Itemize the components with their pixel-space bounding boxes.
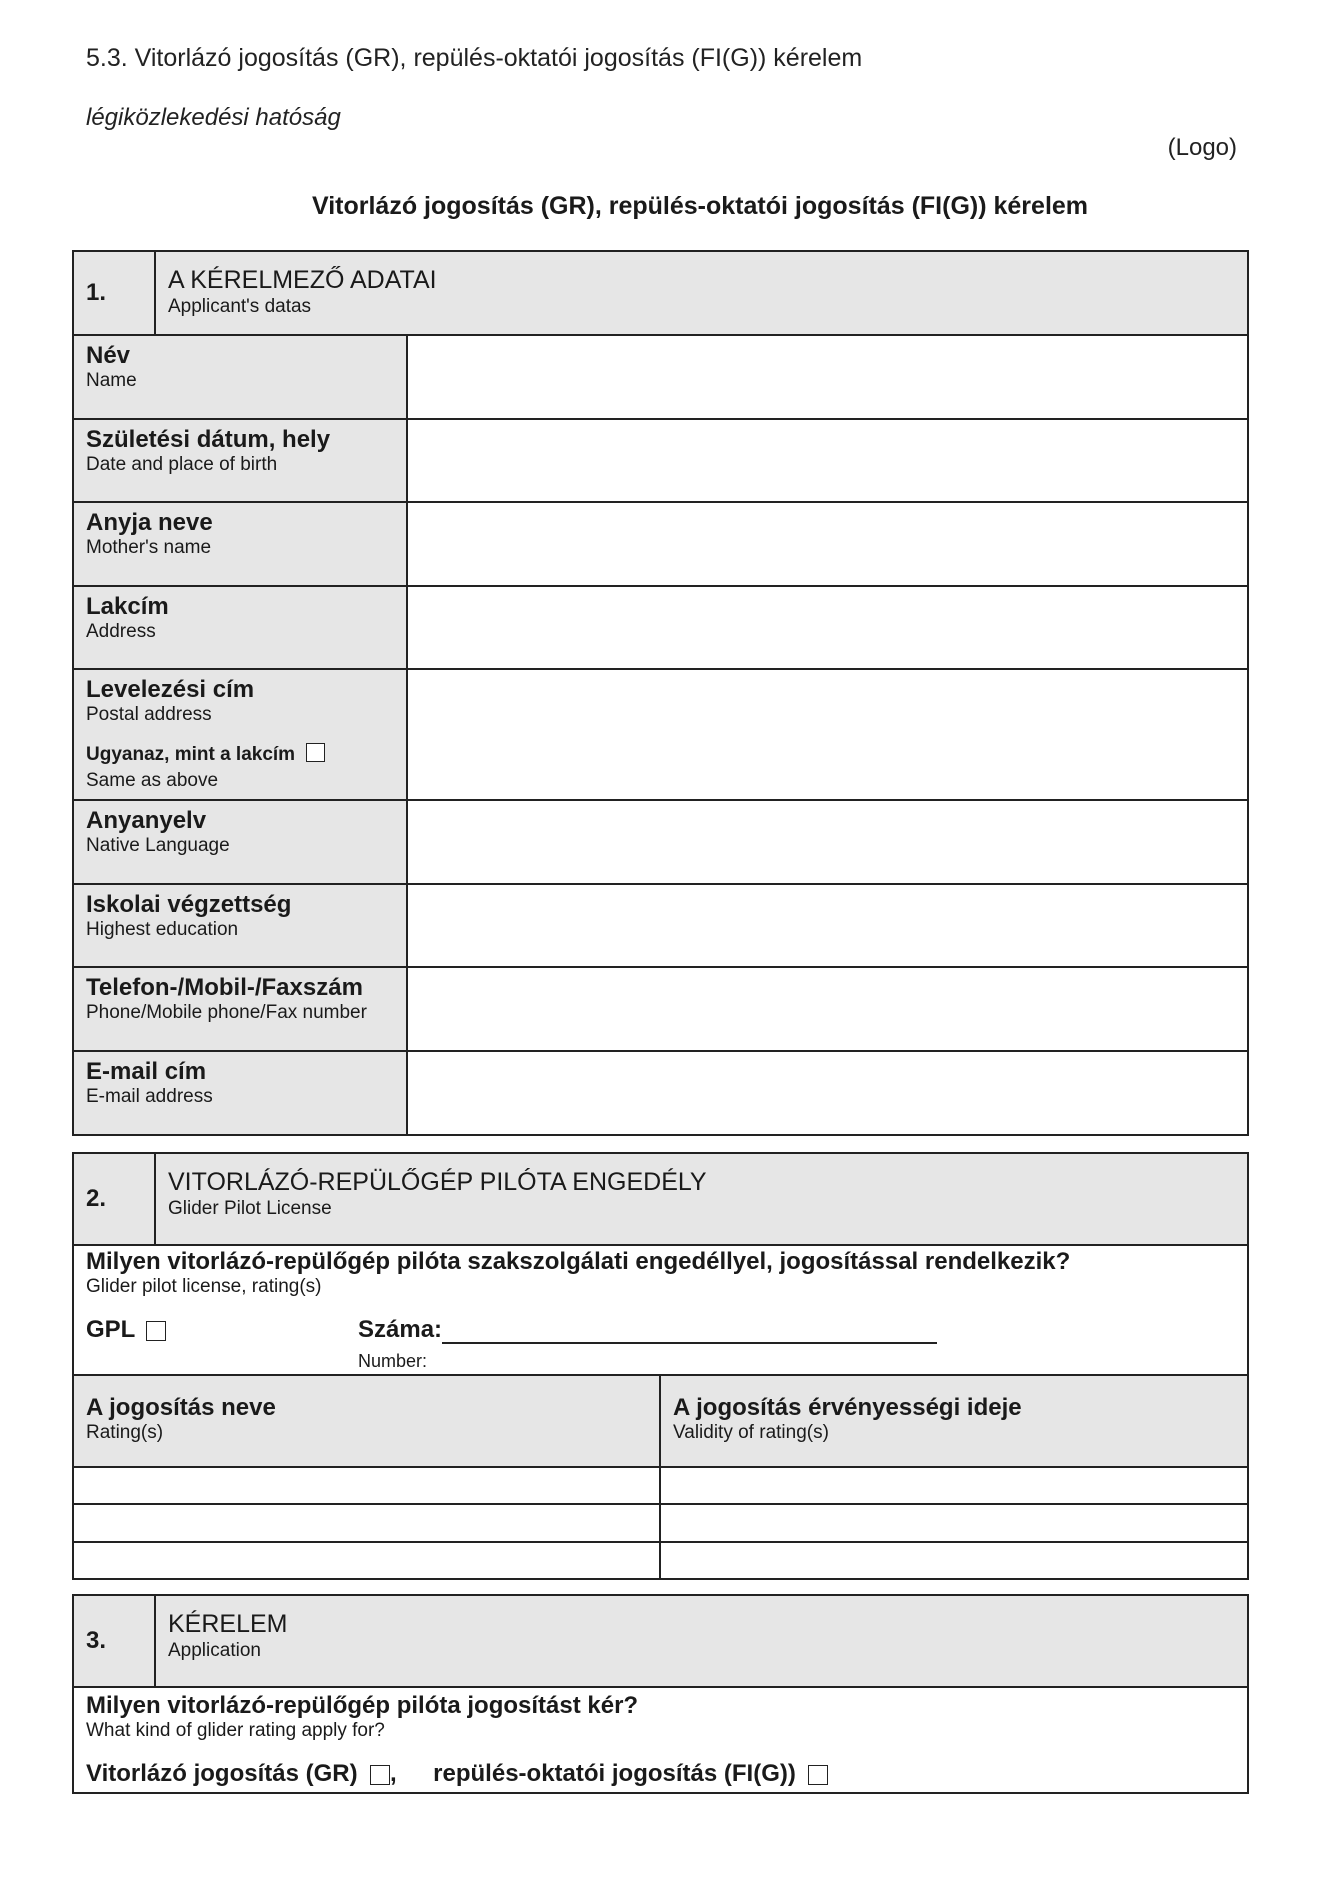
same-as-above-row: [86, 744, 394, 766]
gpl-checkbox[interactable]: [146, 1321, 166, 1341]
section-3-title: KÉRELEM: [168, 1610, 288, 1638]
gpl-label: GPL: [86, 1316, 136, 1343]
section-2-table: [72, 1152, 1249, 1580]
logo-placeholder: (Logo): [1167, 134, 1237, 161]
same-as-above-checkbox[interactable]: [306, 743, 325, 762]
license-number-label-hu: Száma:: [358, 1316, 443, 1343]
address-label-hu: Lakcím: [86, 593, 169, 620]
license-question-en: Glider pilot license, rating(s): [86, 1276, 322, 1297]
license-question-cell: [73, 1245, 1248, 1375]
section-1-table: [72, 250, 1249, 1136]
native-language-label: [73, 800, 407, 884]
section-3-table: [72, 1594, 1249, 1794]
application-question-hu: Milyen vitorlázó-repülőgép pilóta jogosítást kér?: [86, 1692, 639, 1719]
license-question-hu: Milyen vitorlázó-repülőgép pilóta szakszolgálati engedéllyel, jogosítással rendelkezik?: [86, 1248, 1071, 1275]
fig-option-checkbox[interactable]: [808, 1765, 828, 1785]
form-code: 5.3. Vitorlázó jogosítás (GR), repülés-oktatói jogosítás (FI(G)) kérelem: [86, 44, 863, 72]
mother-name-label-en: Mother's name: [86, 537, 212, 558]
section-1-subtitle: Applicant's datas: [168, 296, 312, 317]
application-question-en: What kind of glider rating apply for?: [86, 1720, 385, 1741]
postal-address-label-hu: Levelezési cím: [86, 676, 255, 703]
phone-label-hu: Telefon-/Mobil-/Faxszám: [86, 974, 363, 1001]
name-label-en: Name: [86, 370, 137, 391]
education-label: [73, 884, 407, 967]
rating-validity-cell[interactable]: [660, 1542, 1248, 1579]
application-options: [86, 1760, 1235, 1788]
license-number-group: [358, 1316, 937, 1372]
education-label-hu: Iskolai végzettség: [86, 891, 292, 918]
section-3-header: [155, 1595, 1248, 1687]
mother-name-field[interactable]: [407, 502, 1248, 586]
native-language-label-hu: Anyanyelv: [86, 807, 207, 834]
name-field[interactable]: [407, 335, 1248, 419]
rating-validity-header: [660, 1375, 1248, 1467]
rating-validity-cell[interactable]: [660, 1504, 1248, 1542]
mother-name-label: [73, 502, 407, 586]
gpl-option: [86, 1316, 166, 1344]
rating-name-header: [73, 1375, 660, 1467]
rating-name-cell[interactable]: [73, 1542, 660, 1579]
postal-address-label: [73, 669, 407, 800]
section-2-header: [155, 1153, 1248, 1245]
table-row: [73, 1542, 1248, 1579]
rating-validity-header-hu: A jogosítás érvényességi ideje: [673, 1394, 1022, 1421]
table-row: [73, 1504, 1248, 1542]
birth-label-hu: Születési dátum, hely: [86, 426, 331, 453]
mother-name-label-hu: Anyja neve: [86, 509, 213, 536]
authority-name: légiközlekedési hatóság: [86, 104, 341, 131]
name-label-hu: Név: [86, 342, 131, 369]
email-field[interactable]: [407, 1051, 1248, 1135]
license-number-label-en: Number:: [358, 1351, 428, 1371]
address-label: [73, 586, 407, 669]
native-language-label-en: Native Language: [86, 835, 230, 856]
education-field[interactable]: [407, 884, 1248, 967]
email-label: [73, 1051, 407, 1135]
birth-label: [73, 419, 407, 502]
page-title: Vitorlázó jogosítás (GR), repülés-oktatói jogosítás (FI(G)) kérelem: [311, 192, 1089, 220]
education-label-en: Highest education: [86, 919, 239, 940]
email-label-en: E-mail address: [86, 1086, 213, 1107]
birth-label-en: Date and place of birth: [86, 454, 278, 475]
section-2-number: 2.: [73, 1153, 155, 1245]
fig-option-label: repülés-oktatói jogosítás (FI(G)): [433, 1760, 796, 1787]
birth-field[interactable]: [407, 419, 1248, 502]
section-3-subtitle: Application: [168, 1640, 261, 1661]
rating-validity-header-en: Validity of rating(s): [673, 1422, 829, 1443]
option-separator: ,: [390, 1760, 397, 1787]
table-row: [73, 1467, 1248, 1504]
application-question-cell: [73, 1687, 1248, 1793]
section-1-number: 1.: [73, 251, 155, 335]
phone-field[interactable]: [407, 967, 1248, 1051]
phone-label: [73, 967, 407, 1051]
phone-label-en: Phone/Mobile phone/Fax number: [86, 1002, 367, 1023]
rating-name-cell[interactable]: [73, 1467, 660, 1504]
rating-name-header-en: Rating(s): [86, 1422, 164, 1443]
address-label-en: Address: [86, 621, 156, 642]
section-1-header: [155, 251, 1248, 335]
rating-name-header-hu: A jogosítás neve: [86, 1394, 276, 1421]
license-number-field[interactable]: [442, 1318, 937, 1344]
name-label: [73, 335, 407, 419]
section-2-title: VITORLÁZÓ-REPÜLŐGÉP PILÓTA ENGEDÉLY: [168, 1168, 707, 1196]
postal-address-label-en: Postal address: [86, 704, 212, 725]
gr-option-checkbox[interactable]: [370, 1765, 390, 1785]
address-field[interactable]: [407, 586, 1248, 669]
postal-address-field[interactable]: [407, 669, 1248, 800]
rating-name-cell[interactable]: [73, 1504, 660, 1542]
same-as-above-label-hu: Ugyanaz, mint a lakcím: [86, 744, 296, 765]
section-3-number: 3.: [73, 1595, 155, 1687]
rating-validity-cell[interactable]: [660, 1467, 1248, 1504]
native-language-field[interactable]: [407, 800, 1248, 884]
same-as-above-label-en: Same as above: [86, 770, 219, 791]
gr-option-label: Vitorlázó jogosítás (GR): [86, 1760, 358, 1787]
email-label-hu: E-mail cím: [86, 1058, 207, 1085]
section-1-title: A KÉRELMEZŐ ADATAI: [168, 266, 437, 294]
section-2-subtitle: Glider Pilot License: [168, 1198, 332, 1219]
